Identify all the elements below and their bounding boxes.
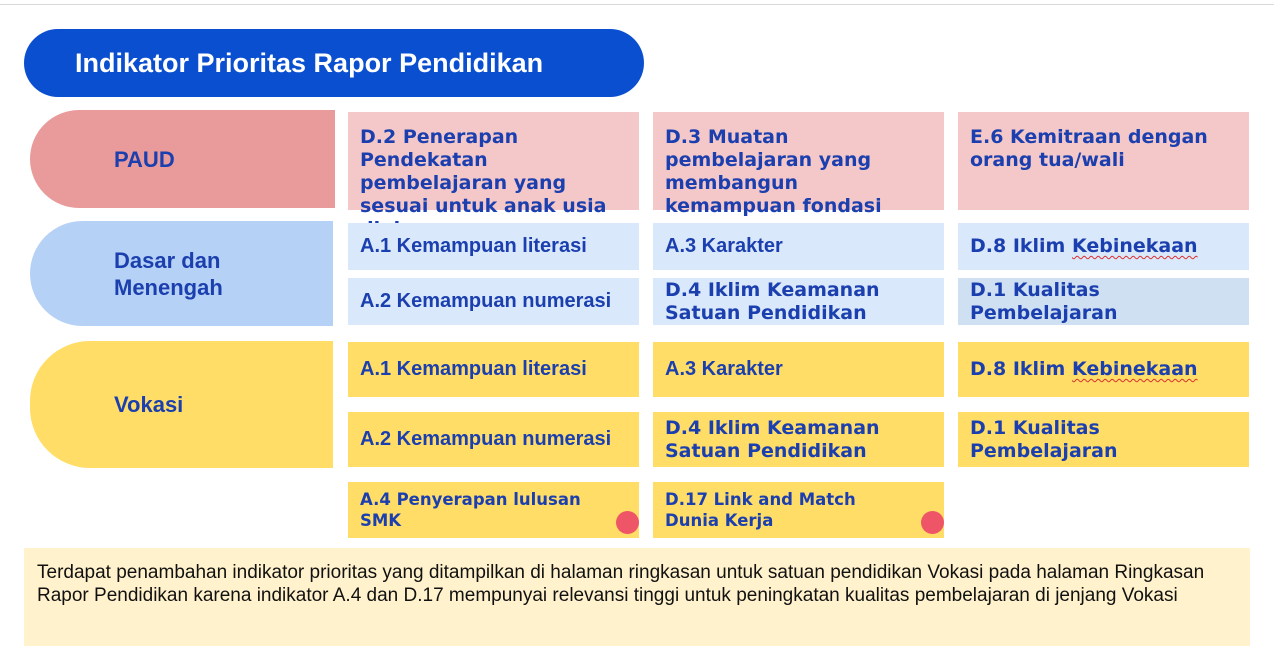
page-title-text: Indikator Prioritas Rapor Pendidikan: [75, 47, 544, 78]
indicator-paud-e6-text: E.6 Kemitraan dengan orang tua/wali: [970, 126, 1208, 171]
indicator-vokasi-a2: [348, 412, 639, 467]
new-indicator-marker: [616, 511, 639, 534]
indicator-vokasi-a3-text: A.3 Karakter: [665, 358, 783, 380]
indicator-dasar-d8-word: Kebinekaan: [1071, 235, 1198, 257]
level-dasar-label-line1: Dasar dan: [114, 247, 221, 273]
indicator-dasar-a3: [653, 223, 944, 270]
indicator-dasar-d1-text: D.1 Kualitas Pembelajaran: [970, 278, 1118, 324]
indicator-dasar-d8-prefix: D.8 Iklim: [970, 235, 1072, 257]
indicator-paud-d3: [653, 112, 944, 217]
indicator-vokasi-a3: [653, 342, 944, 397]
level-vokasi: [30, 341, 333, 468]
level-dasar-menengah: [30, 221, 333, 326]
level-dasar-label-line2: Menengah: [114, 274, 223, 300]
indicator-dasar-d8-text: [970, 235, 1198, 258]
indicator-vokasi-d4-text: D.4 Iklim Keamanan Satuan Pendidikan: [665, 416, 880, 462]
top-divider: [0, 4, 1274, 5]
level-paud-label: PAUD: [114, 146, 175, 172]
page-title: [24, 29, 644, 97]
indicator-vokasi-a1-text: A.1 Kemampuan literasi: [360, 358, 587, 380]
indicator-paud-d3-text: D.3 Muatan pembelajaran yang membangun kemampuan fondasi: [665, 126, 882, 217]
indicator-vokasi-d4: [653, 412, 944, 467]
indicator-vokasi-d17: [653, 482, 944, 538]
indicator-paud-e6: [958, 112, 1249, 210]
indicator-vokasi-d8-word: Kebinekaan: [1071, 358, 1198, 380]
indicator-dasar-d1: [958, 278, 1249, 325]
indicator-vokasi-a1: [348, 342, 639, 397]
indicator-vokasi-d17-text: D.17 Link and Match Dunia Kerja: [665, 490, 856, 530]
indicator-vokasi-a4: [348, 482, 639, 538]
indicator-dasar-d8: [958, 223, 1249, 270]
indicator-vokasi-d1-text: D.1 Kualitas Pembelajaran: [970, 416, 1118, 462]
indicator-dasar-a1-text: A.1 Kemampuan literasi: [360, 235, 587, 257]
indicator-dasar-a1: [348, 223, 639, 270]
level-vokasi-label: Vokasi: [114, 392, 184, 417]
indicator-vokasi-a2-text: A.2 Kemampuan numerasi: [360, 428, 612, 450]
indicator-dasar-a2-text: A.2 Kemampuan numerasi: [360, 290, 612, 312]
explanation-note: [24, 548, 1250, 646]
indicator-paud-d2-text: D.2 Penerapan Pendekatan pembelajaran yang sesuai untuk anak usia: [360, 126, 607, 217]
explanation-note-text: Terdapat penambahan indikator prioritas yang ditampilkan di halaman ringkasan untuk satuan pendidikan Vokasi pada halaman Ringkasan Rapor Pendidikan karena indikator A.4 dan D.17 mempunyai relevansi tinggi untuk peningkatan kualitas pembelajaran di jenjang Vokasi: [37, 562, 1205, 606]
indicator-vokasi-d8-prefix: D.8 Iklim: [970, 358, 1072, 380]
indicator-vokasi-d1: [958, 412, 1249, 467]
indicator-dasar-a2: [348, 278, 639, 325]
indicator-dasar-d4: [653, 278, 944, 325]
indicator-vokasi-d8: [958, 342, 1249, 397]
indicator-paud-d2: [348, 112, 639, 217]
new-indicator-marker: [921, 511, 944, 534]
indicator-vokasi-d8-text: [970, 358, 1198, 381]
indicator-vokasi-a4-text: A.4 Penyerapan lulusan SMK: [360, 490, 581, 530]
indicator-dasar-a3-text: A.3 Karakter: [665, 235, 783, 257]
indicator-dasar-d4-text: D.4 Iklim Keamanan Satuan Pendidikan: [665, 278, 880, 324]
level-paud: [30, 110, 335, 208]
